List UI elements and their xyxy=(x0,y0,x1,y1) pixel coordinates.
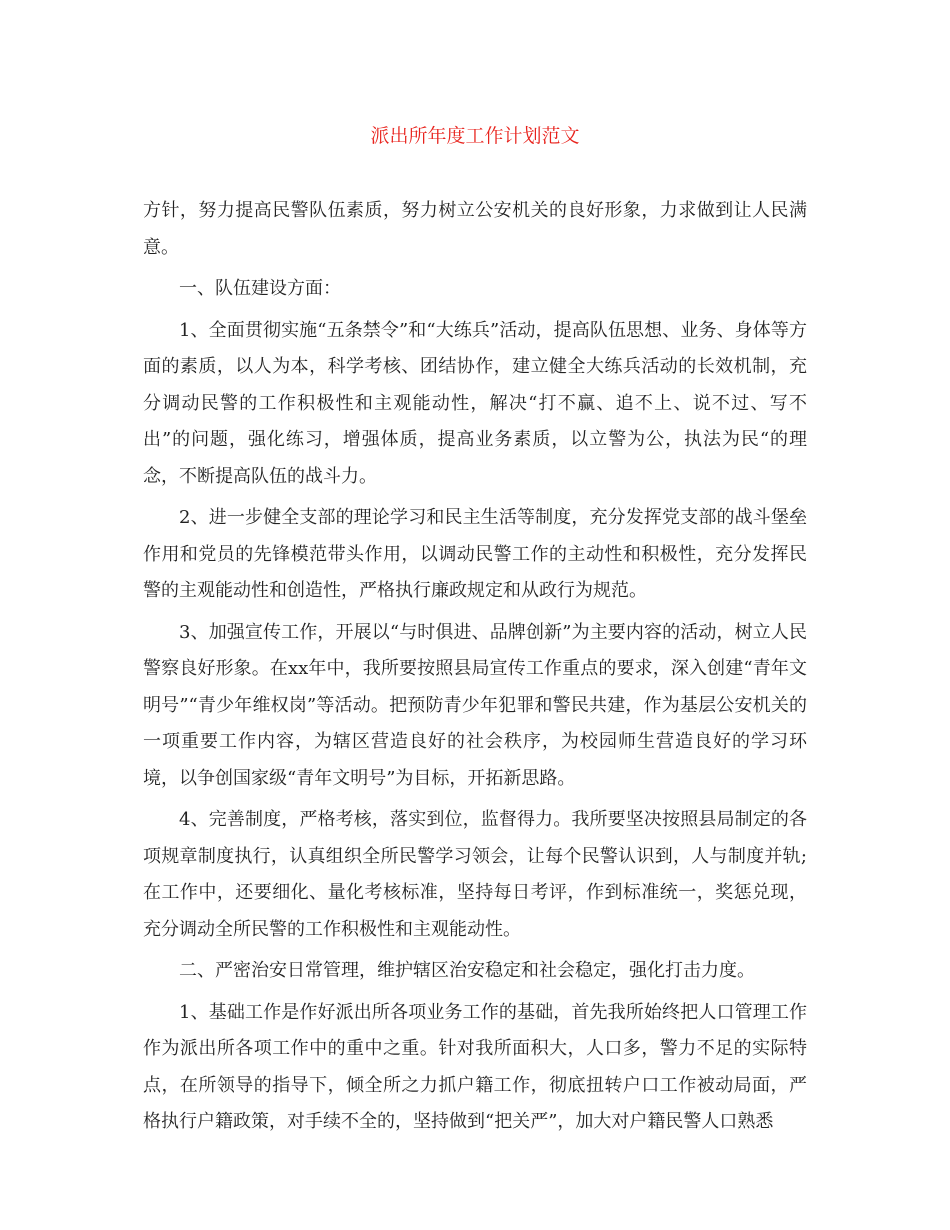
section-heading-team-building: 一、队伍建设方面： xyxy=(179,278,341,299)
paragraph-item-3: 3、加强宣传工作，开展以“与时俱进、品牌创新”为主要内容的活动，树立人民警察良好形象。在xx年中，我所要按照县局宣传工作重点的要求，深入创建“青年文明号”“青少年维权岗”等活动。把预防青少年犯罪和警民共建，作为基层公安机关的一项重要工作内容，为辖区营造良好的社会秩序，为校园师生营造良好的学习环境，以争创国家级“青年文明号”为目标，开拓新思路。 xyxy=(143,621,807,789)
document-title: 派出所年度工作计划范文 xyxy=(370,125,580,147)
document-body xyxy=(143,193,807,1146)
paragraph-public-order-item-1: 1、基础工作是作好派出所各项业务工作的基础，首先我所始终把人口管理工作作为派出所各项工作中的重中之重。针对我所面积大，人口多，警力不足的实际特点，在所领导的指导下，倾全所之力抓户籍工作，彻底扭转户口工作被动局面，严格执行户籍政策，对手续不全的，坚持做到“把关严”，加大对户籍民警人口熟悉 xyxy=(143,1001,807,1132)
section-heading-public-order: 二、严密治安日常管理，维护辖区治安稳定和社会稳定，强化打击力度。 xyxy=(179,960,755,981)
paragraph-continuation: 方针，努力提高民警队伍素质，努力树立公安机关的良好形象，力求做到让人民满意。 xyxy=(143,200,807,258)
paragraph-item-4: 4、完善制度，严格考核，落实到位，监督得力。我所要坚决按照县局制定的各项规章制度执行，认真组织全所民警学习领会，让每个民警认识到，人与制度并轨;在工作中，还要细化、量化考核标准，坚持每日考评，作到标准统一，奖惩兑现，充分调动全所民警的工作积极性和主观能动性。 xyxy=(143,809,807,940)
paragraph-item-1: 1、全面贯彻实施“五条禁令”和“大练兵”活动，提高队伍思想、业务、身体等方面的素质，以人为本，科学考核、团结协作，建立健全大练兵活动的长效机制，充分调动民警的工作积极性和主观能动性，解决“打不赢、追不上、说不过、写不出”的问题，强化练习，增强体质，提高业务素质，以立警为公，执法为民“的理念，不断提高队伍的战斗力。 xyxy=(143,319,807,487)
paragraph-item-2: 2、进一步健全支部的理论学习和民主生活等制度，充分发挥党支部的战斗堡垒作用和党员的先锋模范带头作用，以调动民警工作的主动性和积极性，充分发挥民警的主观能动性和创造性，严格执行廉政规定和从政行为规范。 xyxy=(143,507,807,601)
